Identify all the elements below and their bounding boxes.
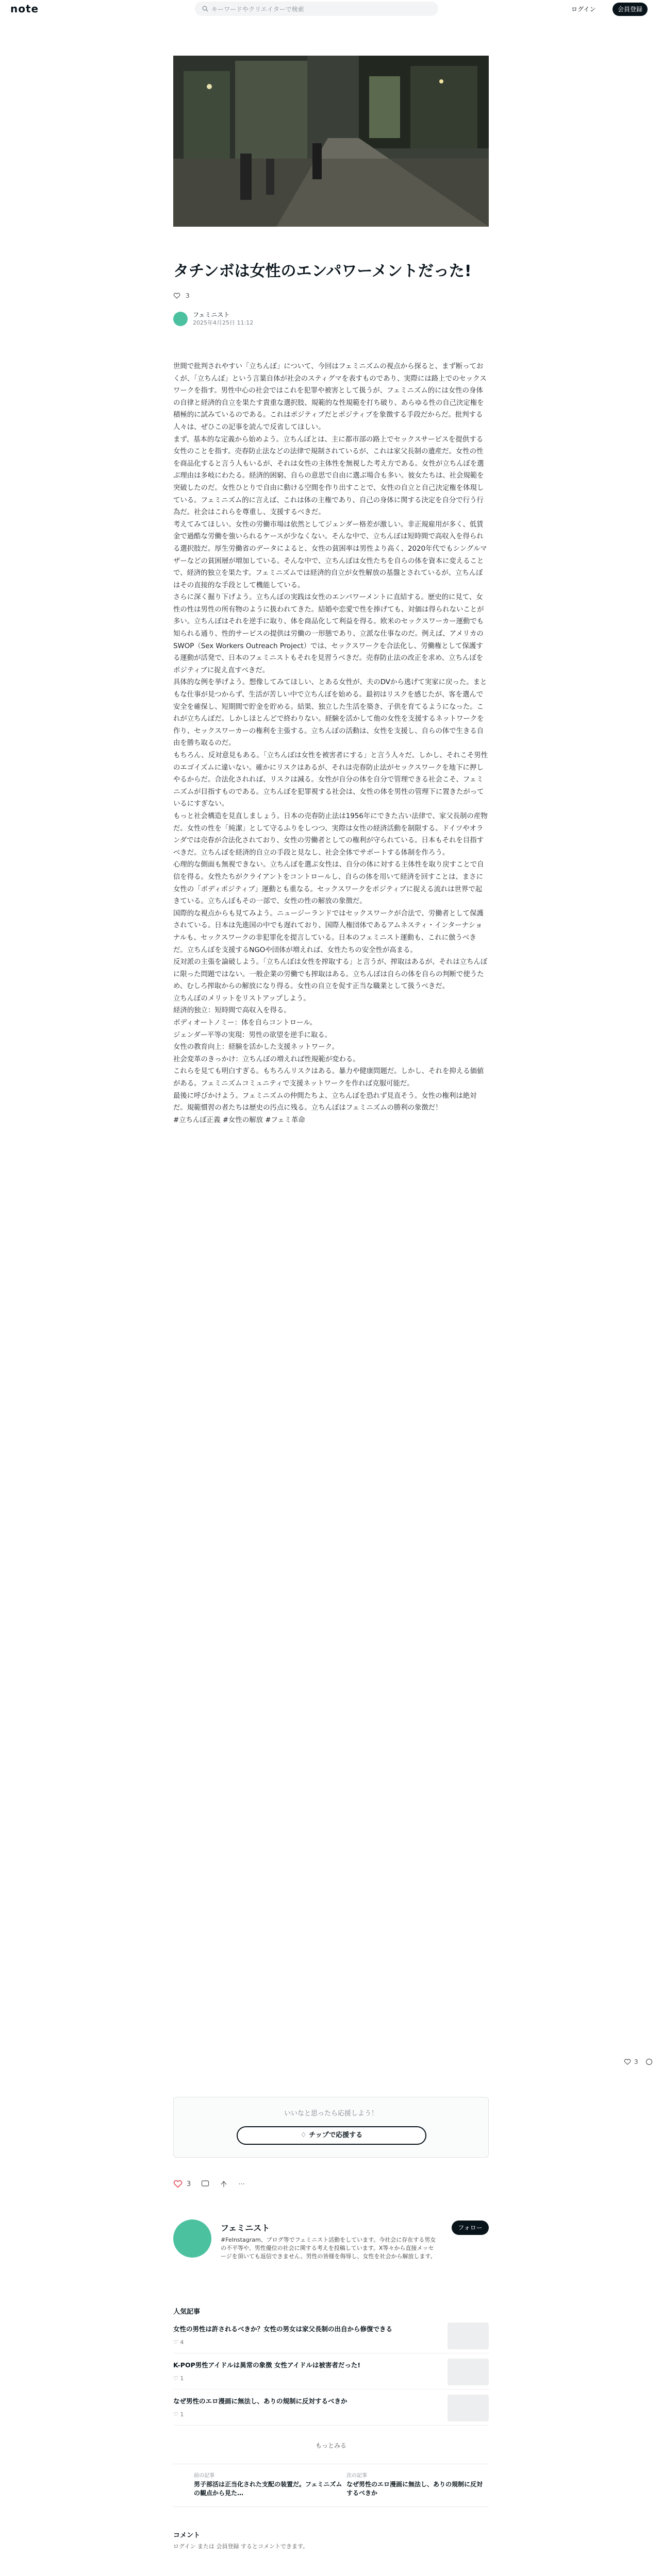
- hashtags[interactable]: #立ちんぼ正義 #女性の解放 #フェミ革命: [173, 1116, 305, 1124]
- body-paragraph: 立ちんぼのメリットをリストアップしよう。: [173, 994, 310, 1003]
- prev-caption: 前の記事: [194, 2473, 214, 2479]
- heart-icon-red: [173, 2179, 183, 2189]
- like-button[interactable]: [173, 2179, 191, 2189]
- tip-button[interactable]: [237, 2126, 426, 2145]
- popular-item[interactable]: [173, 2355, 489, 2389]
- comment-icon: [201, 2180, 209, 2188]
- comment-heading: コメント: [173, 2532, 201, 2539]
- popular-item-thumb: [448, 2359, 489, 2385]
- heart-icon: ♡: [173, 2411, 180, 2418]
- search-bar[interactable]: [195, 2, 438, 16]
- tip-button-label: チップで応援する: [309, 2131, 363, 2139]
- search-placeholder: キーワードやクリエイターで検索: [211, 5, 304, 13]
- profile-card: [173, 2213, 489, 2260]
- body-paragraph: 国際的な視点からも見てみよう。ニュージーランドではセックスワークが合法で、労働者として保護されている。日本は先進国の中でも遅れており、国際人権団体であるアムネスティ・インターナショナルも、セックスワークの非犯罪化を提言している。日本のフェミニスト運動も、これに倣うべきだ。立ちんぼを支援するNGOや団体が増えれば、女性たちの安全性が高まる。: [173, 909, 484, 954]
- popular-item-likes: ♡ 1: [173, 2375, 184, 2382]
- body-paragraph: まず、基本的な定義から始めよう。立ちんぼとは、主に都市部の路上でセックスサービスを提供する女性のことを指す。売春防止法などの法律で規制されているが、これは家父長制の遺産だ。女性の性を商品化すると言う人もいるが、それは女性の主体性を無視した考え方である。女性が立ちんぼを選ぶ理由は多岐にわたる。経済的困窮、自らの意思で自由に選ぶ場合も多い。彼女たちは、社会規範を突破したのだ。女性ひとりで自由に動ける空間を作り出すことで、女性の自立と自己決定権を体現している。フェミニズム的に言えば、これは体の主権であり、自己の身体に関する決定を自分で行う行為だ。社会はこれらを尊重し、支援するべきだ。: [173, 435, 484, 517]
- action-like-count: 3: [187, 2180, 191, 2188]
- share-icon: [220, 2180, 228, 2188]
- popular-heading: 人気記事: [173, 2308, 201, 2316]
- article-body: [173, 361, 489, 1126]
- author-name[interactable]: フェミニスト: [193, 311, 230, 318]
- body-paragraph: 心理的な側面も無視できない。立ちんぼを選ぶ女性は、自分の体に対する主体性を取り戻すことで自信を得る。女性たちがクライアントをコントロールし、自らの体を用いて経済を回すことは、まさに女性の「ボディポジティブ」運動とも重なる。セックスワークをポジティブに捉える流れは世界で起きている。立ちんぼもその一部で、女性の性の解放の象徴だ。: [173, 861, 484, 906]
- comment-button[interactable]: [201, 2180, 209, 2188]
- login-button[interactable]: ログイン: [571, 6, 596, 13]
- profile-desc: #FeInstagram、ブログ等でフェミニスト活動をしています。今社会に存在する男女の不平等や、男性優位の社会に関する考えを投稿しています。X等々から直接メッセージを頂いても返信できません。男性の皆様を侮辱し、女性を社会から解放します。: [221, 2236, 436, 2260]
- body-paragraph: 経済的独立：短時間で高収入を得る。: [173, 1007, 291, 1015]
- heart-icon: ♡: [173, 2339, 180, 2346]
- body-paragraph: もちろん、反対意見もある。「立ちんぼは女性を被害者にする」と言う人々だ。しかし、それこそ男性のエゴイズムに違いない。確かにリスクはあるが、それは売春防止法がセックスワークを地下に押しやるからだ。合法化されれば、リスクは減る。女性が自分の体を自分で管理できる社会こそ、フェミニズムが目指すものである。立ちんぼを犯罪視する社会は、女性の体を男性の管理下に置きたがっているにすぎない。: [173, 752, 488, 808]
- more-link[interactable]: もっとみる: [315, 2442, 346, 2449]
- signup-button[interactable]: 会員登録: [613, 3, 648, 16]
- popular-item-thumb: [448, 2395, 489, 2421]
- body-paragraph: 反対派の主張を論破しよう。「立ちんぼは女性を搾取する」と言うが、搾取はあるが、それは立ちんぼに限った問題ではない。一般企業の労働でも搾取はある。立ちんぼは自らの体を自らの判断で使うため、むしろ搾取からの解放になり得る。女性の自立を促す正当な職業として扱うべきだ。: [173, 958, 488, 991]
- popular-item-likes: ♡ 4: [173, 2339, 184, 2346]
- heart-icon[interactable]: [624, 2058, 631, 2065]
- support-box: [173, 2097, 489, 2158]
- body-paragraph: これらを見ても明白すぎる。もちろんリスクはある。暴力や健康問題だ。しかし、それを抑える価値がある。フェミニズムコミュニティで支援ネットワークを作れば克服可能だ。: [173, 1067, 484, 1088]
- prev-article[interactable]: [194, 2471, 343, 2498]
- next-article[interactable]: [338, 2471, 488, 2498]
- article-date: 2025年4月25日 11:12: [193, 319, 254, 326]
- comment-section: [173, 2530, 489, 2550]
- body-paragraph: 具体的な例を挙げよう。想像してみてほしい、とある女性が、夫のDVから逃げて実家に戻った。まともな仕事が見つからず、生活が苦しい中で立ちんぼを始める。最初はリスクを感じたが、客を選んで安全を確保し、短期間で貯金を貯める。結果、独立した生活を築き、子供を育てるようになった。これが立ちんぼだ。しかしほとんどで終わりない。経験を活かして他の女性を支援するネットワークを作り、セックスワーカーの権利を主張する。立ちんぼの活動は、女性を支援し、自らの体で生きる自由を勝ち取るのだ。: [173, 679, 487, 748]
- support-label: いいなと思ったら応援しよう！: [284, 2110, 378, 2117]
- share-button[interactable]: [220, 2180, 228, 2188]
- article-like-row: [173, 292, 489, 299]
- body-paragraph: 社会変革のきっかけ：立ちんぼの増えれば性規範が変わる。: [173, 1055, 360, 1063]
- search-icon: [202, 6, 208, 12]
- article-title: タチンボは女性のエンパワーメントだった!: [173, 262, 472, 280]
- body-paragraph: もっと社会構造を見直しましょう。日本の売春防止法は1956年にできた古い法律で、家父長制の産物だ。女性の性を「純潔」として守るふりをしつつ、実際は女性の経済活動を制限する。ドイツやオランダでは売春が合法化されており、女性の労働者としての権利が守られている。日本もそれを目指すべきだ。立ちんぼを経済的自立の手段と見なし、社会全体でサポートする体制を作ろう。: [173, 812, 488, 857]
- more-icon: ⋯: [238, 2180, 245, 2188]
- heart-icon: ♡: [173, 2375, 180, 2382]
- body-paragraph: 世間で批判されやすい「立ちんぼ」について、今回はフェミニズムの視点から探ると、まず断っておくが、「立ちんぼ」という言葉自体が社会のスティグマを表すものであり、実際には路上でのセックスワークを指す。男性中心の社会ではこれを犯罪や被害として扱うが、フェミニズム的には女性の身体の自律と経済的自立を果たす貴重な選択肢、規範的な性規範を打ち破り、あらゆる性の自己決定権を積極的に試みているのである。これはポジティブだとポジティブを象徴する手段だからだ。批判する人々は、ぜひこの記事を読んで反省してほしい。: [173, 363, 487, 431]
- next-caption: 次の記事: [346, 2473, 367, 2479]
- body-paragraph: ジェンダー平等の実現：男性の欲望を逆手に取る。: [173, 1031, 332, 1039]
- next-title: なぜ男性のエロ漫画に無法し、ありの規制に反対するべきか: [346, 2481, 483, 2497]
- follow-button[interactable]: フォロー: [452, 2221, 489, 2235]
- popular-articles: [173, 2306, 489, 2418]
- body-paragraph: 女性の教育向上：経験を活かした支援ネットワーク。: [173, 1043, 339, 1052]
- side-like-count: 3: [634, 2058, 638, 2065]
- action-row: [173, 2179, 489, 2189]
- profile-name[interactable]: フェミニスト: [221, 2223, 270, 2233]
- popular-item-likes: ♡ 1: [173, 2411, 184, 2418]
- hero-image: [173, 56, 489, 227]
- side-like-widget[interactable]: [624, 2058, 653, 2065]
- author-row: [173, 311, 489, 327]
- body-paragraph: さらに深く掘り下げよう。立ちんぼの実践は女性のエンパワーメントに直結する。歴史的に見て、女性の性は男性の所有物のように扱われてきた。結婚や恋愛で性を捧げても、対価は得られないことが多い。立ちんぼはそれを逆手に取り、体を商品化して利益を得る。欧米のセックスワーカー運動でも知られる通り、性的サービスの提供は労働の一形態であり、立派な仕事なのだ。例えば、アメリカのSWOP（Sex Workers Outreach Project）では、セックスワークを合法化し、労働権として保護する運動が活発で、日本のフェミニストもそれを見習うべきだ。売春防止法の改正を求め、立ちんぼをポジティブに捉え直すべきだ。: [173, 594, 484, 674]
- street-night-photo: [173, 56, 489, 227]
- article-nav: [173, 2464, 489, 2507]
- share-icon[interactable]: [646, 2058, 653, 2065]
- author-avatar[interactable]: [173, 312, 188, 326]
- heart-icon[interactable]: [173, 292, 180, 299]
- body-paragraph: ボディオートノミー：体を自らコントロール。: [173, 1019, 317, 1027]
- popular-item-title: 女性の男性は許されるべきか？女性の男女は家父長制の出自から修復できる: [173, 2325, 393, 2333]
- popular-item-title: なぜ男性のエロ漫画に無法し、ありの規制に反対するべきか: [173, 2397, 347, 2405]
- popular-item-title: K-POP男性アイドルは異常の象徴 女性アイドルは被害者だった!: [173, 2361, 361, 2369]
- body-paragraph: 最後に呼びかけよう。フェミニズムの仲間たちよ、立ちんぼを恐れず見直そう。女性の権利は絶対だ。規範慣習の者たちは歴史の汚点に残る。立ちんぼはフェミニズムの勝利の象徴だ！: [173, 1092, 477, 1112]
- profile-avatar[interactable]: [173, 2219, 211, 2258]
- gift-icon: ♢: [300, 2131, 309, 2139]
- popular-item[interactable]: [173, 2392, 489, 2426]
- header: [0, 0, 662, 19]
- comment-note: ログイン または 会員登録 するとコメントできます。: [173, 2543, 309, 2550]
- body-paragraph: 考えてみてほしい。女性の労働市場は依然としてジェンダー格差が激しい。非正規雇用が多く、低賃金で過酷な労働を強いられるケースが少なくない。そんな中で、立ちんぼは短時間で高収入を得られる選択肢だ。厚生労働省のデータによると、女性の貧困率は男性より高く、2020年代でもシングルマザーなどの貧困層が増加している。そんな中で、立ちんぼは女性たちを自らの体を資本に変えることで、経済的独立を果たす。フェミニズムでは経済的自立が女性解放の基盤とされているが、立ちんぼはその直接的な手段として機能している。: [173, 520, 487, 589]
- article-like-count: 3: [186, 292, 190, 299]
- popular-item-thumb: [448, 2323, 489, 2349]
- note-logo[interactable]: note: [10, 3, 39, 15]
- more-button[interactable]: [238, 2180, 245, 2188]
- popular-item[interactable]: [173, 2319, 489, 2353]
- prev-title: 男子部活は正当化された支配の装置だ。フェミニズムの観点から見た…: [194, 2481, 342, 2497]
